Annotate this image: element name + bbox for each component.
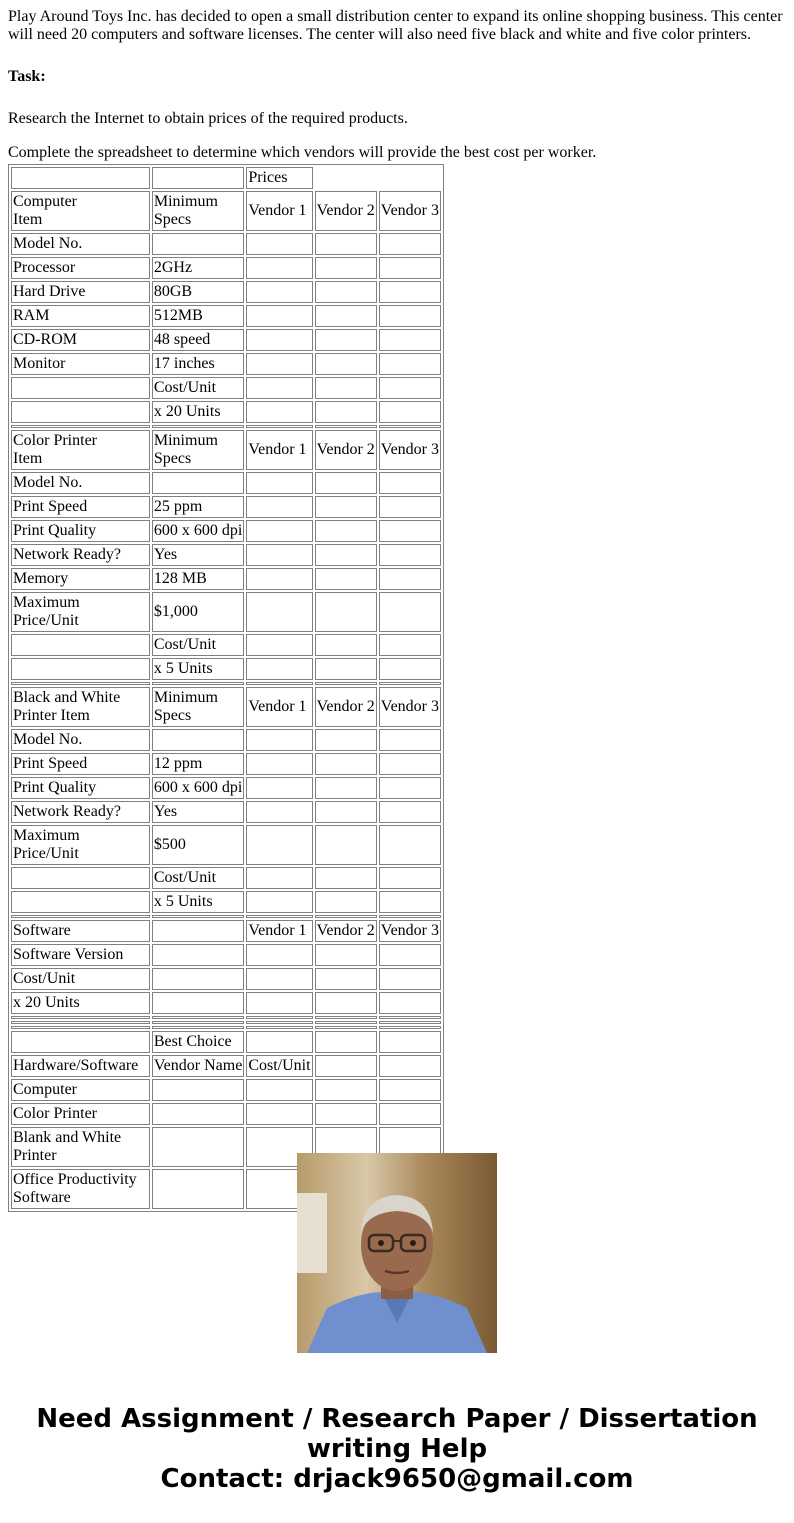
spec-value: 12 ppm — [152, 753, 244, 775]
table-row — [11, 1103, 441, 1125]
table-row — [11, 257, 441, 279]
prices-header: Prices — [246, 167, 312, 189]
table-cell — [11, 1031, 150, 1053]
spec-value: 17 inches — [152, 353, 244, 375]
price-cell[interactable] — [246, 891, 312, 913]
row-label: Maximum Price/Unit — [11, 592, 150, 632]
price-cell[interactable] — [246, 544, 312, 566]
table-cell[interactable] — [379, 1103, 441, 1125]
row-label — [11, 867, 150, 889]
task-instruction-2: Complete the spreadsheet to determine which vendors will provide the best cost per worker. — [8, 144, 597, 161]
price-cell[interactable] — [315, 496, 377, 518]
table-row — [11, 920, 441, 942]
price-cell[interactable] — [379, 233, 441, 255]
row-label: Print Speed — [11, 753, 150, 775]
price-cell[interactable] — [379, 729, 441, 751]
best-choice-header: Best Choice — [152, 1031, 244, 1053]
spec-value: 128 MB — [152, 568, 244, 590]
price-cell[interactable] — [379, 968, 441, 990]
price-cell[interactable] — [315, 281, 377, 303]
row-label: Monitor — [11, 353, 150, 375]
spec-value — [152, 968, 244, 990]
vendor-header: Vendor 3 — [379, 191, 441, 231]
section-item-label: Black and White Printer Item — [11, 687, 150, 727]
price-cell[interactable] — [246, 281, 312, 303]
vendor-header: Vendor 3 — [379, 920, 441, 942]
spec-value: 512MB — [152, 305, 244, 327]
price-cell[interactable] — [315, 634, 377, 656]
table-row — [11, 496, 441, 518]
price-cell[interactable] — [315, 658, 377, 680]
price-cell[interactable] — [315, 377, 377, 399]
table-row — [11, 401, 441, 423]
row-label — [11, 658, 150, 680]
table-row — [11, 1055, 441, 1077]
price-cell[interactable] — [315, 867, 377, 889]
row-label: Print Quality — [11, 520, 150, 542]
row-label: x 20 Units — [11, 992, 150, 1014]
price-cell[interactable] — [315, 233, 377, 255]
table-row — [11, 329, 441, 351]
column-header: Cost/Unit — [246, 1055, 312, 1077]
price-cell[interactable] — [315, 544, 377, 566]
vendor-spreadsheet — [8, 164, 444, 1212]
table-row — [11, 968, 441, 990]
min-specs-header: Minimum Specs — [152, 191, 244, 231]
table-row — [11, 353, 441, 375]
price-cell[interactable] — [315, 729, 377, 751]
price-cell[interactable] — [246, 568, 312, 590]
price-cell[interactable] — [379, 329, 441, 351]
table-cell — [11, 167, 150, 189]
row-label — [11, 634, 150, 656]
spec-value — [152, 472, 244, 494]
table-row — [11, 191, 441, 231]
table-row — [11, 634, 441, 656]
separator-row — [11, 915, 441, 918]
spec-value: x 20 Units — [152, 401, 244, 423]
separator-row — [11, 682, 441, 685]
price-cell[interactable] — [315, 257, 377, 279]
vendor-header: Vendor 2 — [315, 430, 377, 470]
row-label: CD-ROM — [11, 329, 150, 351]
spec-value: x 5 Units — [152, 891, 244, 913]
price-cell[interactable] — [246, 825, 312, 865]
spec-value: 80GB — [152, 281, 244, 303]
price-cell[interactable] — [315, 777, 377, 799]
price-cell[interactable] — [315, 353, 377, 375]
table-row — [11, 687, 441, 727]
author-avatar — [297, 1153, 497, 1353]
row-label: Network Ready? — [11, 544, 150, 566]
table-cell — [379, 1055, 441, 1077]
price-cell[interactable] — [246, 233, 312, 255]
row-label: Memory — [11, 568, 150, 590]
spec-value: Yes — [152, 544, 244, 566]
intro-paragraph: Play Around Toys Inc. has decided to open a small distribution center to expand its online shopping business. This center will need 20 computers and software licenses. The center will also need five black and white and five color printers. — [8, 8, 783, 43]
spec-value: $1,000 — [152, 592, 244, 632]
table-row — [11, 1031, 441, 1053]
table-row — [11, 520, 441, 542]
row-label: Processor — [11, 257, 150, 279]
vendor-header: Vendor 2 — [315, 191, 377, 231]
separator-row — [11, 1021, 441, 1024]
section-item-label: Computer Item — [11, 191, 150, 231]
price-cell[interactable] — [246, 329, 312, 351]
spec-value — [152, 992, 244, 1014]
row-label: Maximum Price/Unit — [11, 825, 150, 865]
price-cell[interactable] — [379, 520, 441, 542]
price-cell[interactable] — [315, 568, 377, 590]
price-cell[interactable] — [315, 329, 377, 351]
table-cell — [315, 1055, 377, 1077]
price-cell[interactable] — [379, 825, 441, 865]
row-label: Software Version — [11, 944, 150, 966]
spec-value: Cost/Unit — [152, 377, 244, 399]
price-cell[interactable] — [315, 992, 377, 1014]
row-label: Print Speed — [11, 496, 150, 518]
row-label: Hard Drive — [11, 281, 150, 303]
price-cell[interactable] — [379, 544, 441, 566]
price-cell[interactable] — [246, 305, 312, 327]
price-cell[interactable] — [379, 568, 441, 590]
row-label: Office Productivity Software — [11, 1169, 150, 1209]
cost-cell[interactable] — [246, 1103, 312, 1125]
price-cell[interactable] — [315, 472, 377, 494]
price-cell[interactable] — [246, 777, 312, 799]
price-cell[interactable] — [246, 353, 312, 375]
vendor-name-cell[interactable] — [152, 1169, 244, 1209]
price-cell[interactable] — [246, 401, 312, 423]
row-label: Blank and White Printer — [11, 1127, 150, 1167]
price-cell[interactable] — [379, 992, 441, 1014]
table-row — [11, 753, 441, 775]
vendor-header: Vendor 3 — [379, 430, 441, 470]
price-cell[interactable] — [246, 496, 312, 518]
spec-value: $500 — [152, 825, 244, 865]
price-cell[interactable] — [246, 801, 312, 823]
row-label — [11, 401, 150, 423]
price-cell[interactable] — [246, 753, 312, 775]
table-cell[interactable] — [315, 1103, 377, 1125]
column-header: Hardware/Software — [11, 1055, 150, 1077]
price-cell[interactable] — [315, 520, 377, 542]
table-row — [11, 992, 441, 1014]
price-cell[interactable] — [379, 891, 441, 913]
price-cell[interactable] — [246, 377, 312, 399]
price-cell[interactable] — [379, 801, 441, 823]
promo-line-2: writing Help — [306, 1434, 488, 1464]
table-row — [11, 729, 441, 751]
table-row — [11, 305, 441, 327]
table-row — [11, 1079, 441, 1101]
price-cell[interactable] — [379, 472, 441, 494]
table-row — [11, 801, 441, 823]
row-label: Model No. — [11, 233, 150, 255]
row-label: RAM — [11, 305, 150, 327]
price-cell[interactable] — [379, 353, 441, 375]
column-header: Vendor Name — [152, 1055, 244, 1077]
row-label: Cost/Unit — [11, 968, 150, 990]
table-cell — [246, 1031, 312, 1053]
row-label — [11, 891, 150, 913]
task-heading: Task: — [8, 68, 46, 85]
table-row — [11, 777, 441, 799]
price-cell[interactable] — [315, 305, 377, 327]
spec-value — [152, 729, 244, 751]
row-label: Model No. — [11, 729, 150, 751]
vendor-header: Vendor 3 — [379, 687, 441, 727]
cost-cell[interactable] — [246, 1079, 312, 1101]
table-cell — [379, 1031, 441, 1053]
vendor-name-cell[interactable] — [152, 1127, 244, 1167]
spec-value: 48 speed — [152, 329, 244, 351]
price-cell[interactable] — [379, 777, 441, 799]
table-cell — [152, 167, 244, 189]
row-label: Network Ready? — [11, 801, 150, 823]
vendor-header: Vendor 1 — [246, 191, 312, 231]
vendor-header: Vendor 1 — [246, 920, 312, 942]
table-row — [11, 658, 441, 680]
spreadsheet-viewport — [8, 164, 444, 1206]
price-cell[interactable] — [379, 658, 441, 680]
row-label: Color Printer — [11, 1103, 150, 1125]
price-cell[interactable] — [315, 401, 377, 423]
table-row — [11, 233, 441, 255]
table-row — [11, 944, 441, 966]
spec-value: Yes — [152, 801, 244, 823]
price-cell[interactable] — [315, 592, 377, 632]
spec-value: Cost/Unit — [152, 867, 244, 889]
price-cell[interactable] — [315, 944, 377, 966]
price-cell[interactable] — [246, 592, 312, 632]
row-label: Model No. — [11, 472, 150, 494]
price-cell[interactable] — [379, 305, 441, 327]
table-row — [11, 281, 441, 303]
promo-footer — [0, 1404, 794, 1494]
price-cell[interactable] — [315, 891, 377, 913]
price-cell[interactable] — [379, 867, 441, 889]
price-cell[interactable] — [246, 472, 312, 494]
spec-value — [152, 233, 244, 255]
promo-line-1: Need Assignment / Research Paper / Dissertation — [36, 1404, 758, 1434]
section-item-label: Color Printer Item — [11, 430, 150, 470]
promo-contact: Contact: drjack9650@gmail.com — [160, 1464, 634, 1494]
vendor-header: Vendor 2 — [315, 687, 377, 727]
price-cell[interactable] — [246, 944, 312, 966]
price-cell[interactable] — [315, 968, 377, 990]
price-cell[interactable] — [246, 992, 312, 1014]
price-cell[interactable] — [379, 944, 441, 966]
vendor-name-cell[interactable] — [152, 1103, 244, 1125]
vendor-header: Vendor 2 — [315, 920, 377, 942]
price-cell[interactable] — [379, 401, 441, 423]
row-label — [11, 377, 150, 399]
price-cell[interactable] — [246, 520, 312, 542]
document-body — [8, 8, 788, 162]
row-label: Print Quality — [11, 777, 150, 799]
table-cell — [315, 1031, 377, 1053]
price-cell[interactable] — [379, 592, 441, 632]
spec-value: x 5 Units — [152, 658, 244, 680]
separator-row — [11, 425, 441, 428]
price-cell[interactable] — [379, 634, 441, 656]
min-specs-header: Minimum Specs — [152, 430, 244, 470]
price-cell[interactable] — [246, 968, 312, 990]
section-item-label: Software — [11, 920, 150, 942]
table-row — [11, 167, 441, 189]
price-cell[interactable] — [246, 867, 312, 889]
table-row — [11, 544, 441, 566]
spec-value: 25 ppm — [152, 496, 244, 518]
spec-value: 600 x 600 dpi — [152, 777, 244, 799]
spec-value: 600 x 600 dpi — [152, 520, 244, 542]
vendor-header: Vendor 1 — [246, 430, 312, 470]
table-row — [11, 891, 441, 913]
task-instruction-1: Research the Internet to obtain prices of the required products. — [8, 110, 408, 127]
price-cell[interactable] — [246, 634, 312, 656]
table-row — [11, 568, 441, 590]
price-cell[interactable] — [379, 377, 441, 399]
price-cell[interactable] — [315, 753, 377, 775]
spec-value: 2GHz — [152, 257, 244, 279]
min-specs-header: Minimum Specs — [152, 687, 244, 727]
table-cell[interactable] — [315, 1079, 377, 1101]
table-row — [11, 430, 441, 470]
price-cell[interactable] — [246, 257, 312, 279]
table-row — [11, 867, 441, 889]
author-photo — [297, 1153, 497, 1353]
table-cell — [152, 920, 244, 942]
vendor-name-cell[interactable] — [152, 1079, 244, 1101]
spec-value: Cost/Unit — [152, 634, 244, 656]
table-row — [11, 377, 441, 399]
price-cell[interactable] — [246, 658, 312, 680]
price-cell[interactable] — [315, 801, 377, 823]
price-cell[interactable] — [379, 257, 441, 279]
spec-value — [152, 944, 244, 966]
table-row — [11, 592, 441, 632]
table-row — [11, 825, 441, 865]
price-cell[interactable] — [315, 825, 377, 865]
row-label: Computer — [11, 1079, 150, 1101]
price-cell[interactable] — [379, 281, 441, 303]
vendor-header: Vendor 1 — [246, 687, 312, 727]
price-cell[interactable] — [379, 753, 441, 775]
separator-row — [11, 1026, 441, 1029]
table-row — [11, 472, 441, 494]
price-cell[interactable] — [379, 496, 441, 518]
price-cell[interactable] — [246, 729, 312, 751]
separator-row — [11, 1016, 441, 1019]
table-cell[interactable] — [379, 1079, 441, 1101]
